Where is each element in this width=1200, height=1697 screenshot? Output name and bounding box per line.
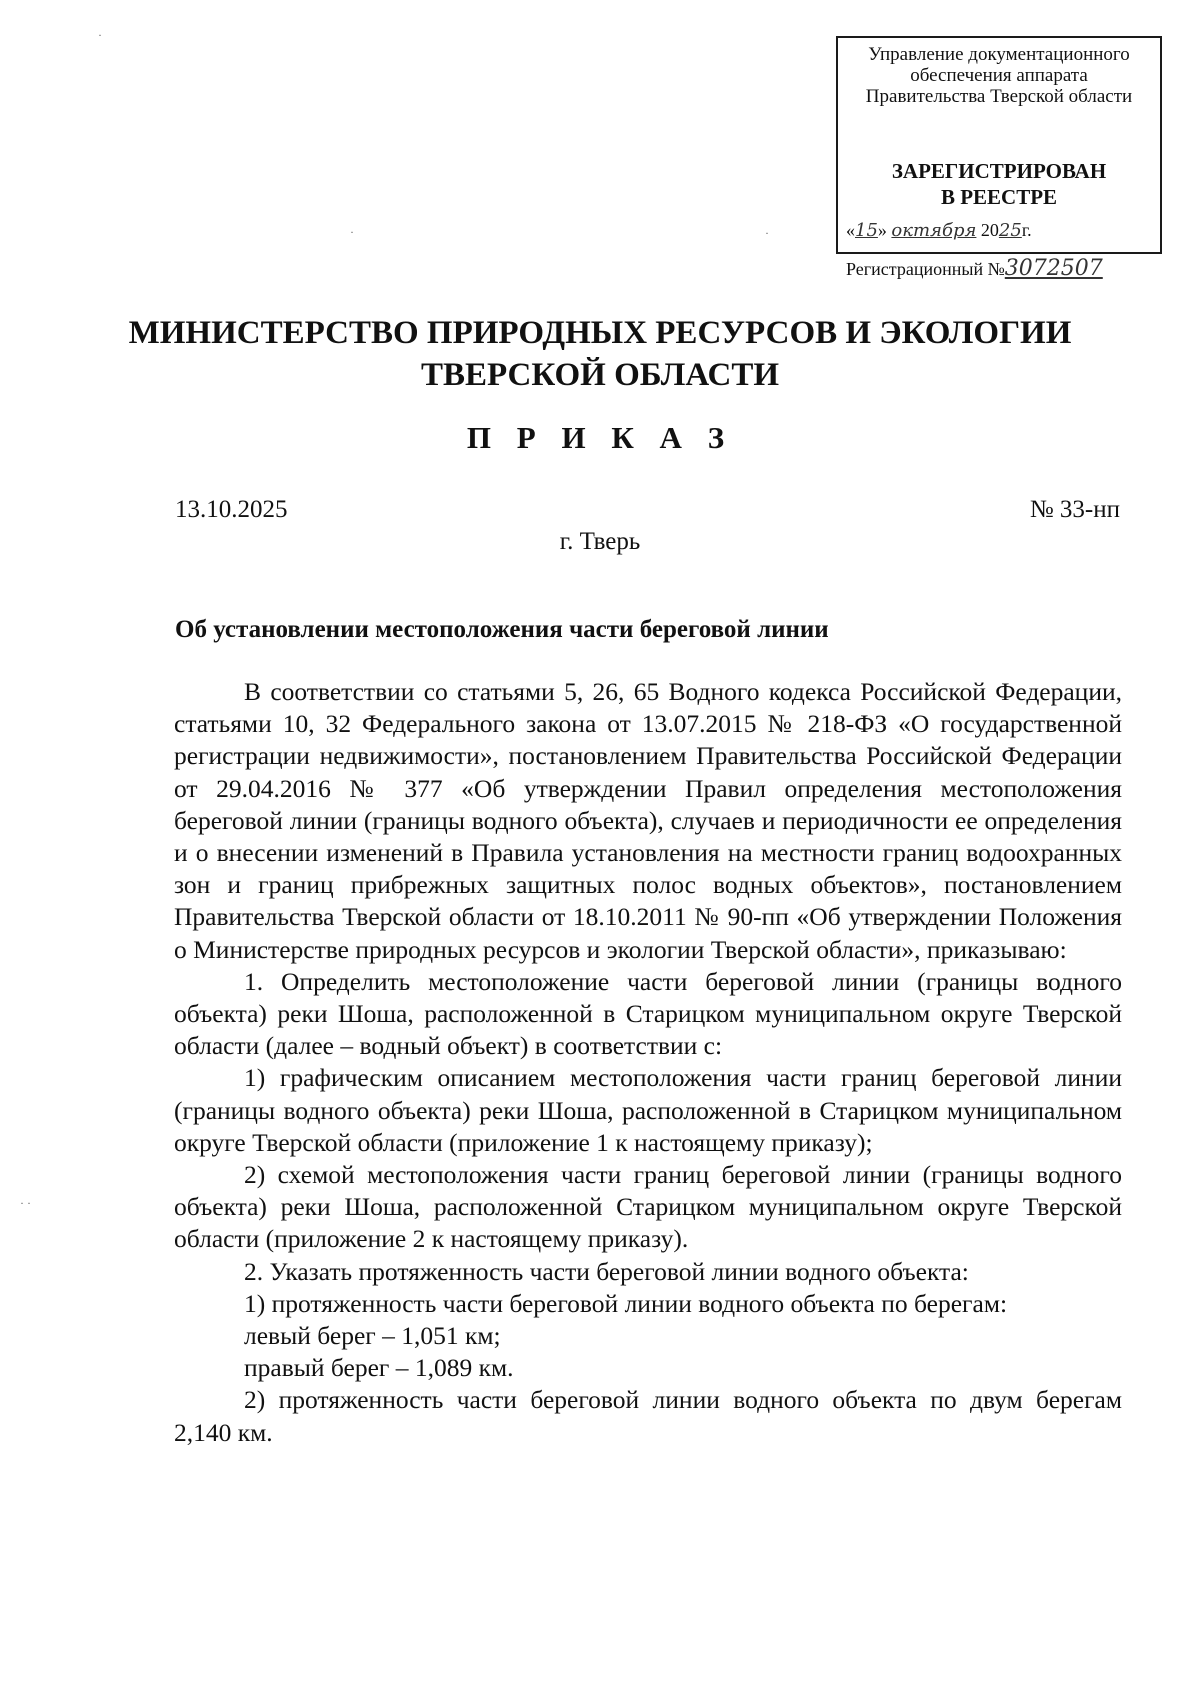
clause-2-paragraph: 2. Указать протяженность части береговой линии водного объекта:: [244, 1256, 969, 1286]
stamp-date-year-prefix: 20: [980, 220, 999, 240]
clause-1-paragraph: 1. Определить местоположение части береговой линии (границы водного объекта) реки Шоша, расположенной в Старицком муниципальном округе Тверской области (далее – водный объект) в соответствии с:: [174, 966, 1122, 1061]
stamp-registration-number: [846, 256, 1152, 281]
scan-speck: ·: [765, 226, 769, 240]
stamp-date-day: 15: [855, 220, 878, 241]
stamp-date-year: 25: [998, 220, 1022, 241]
scan-speck: ·: [98, 28, 102, 42]
order-number: № 33-нп: [1029, 496, 1120, 523]
stamp-date-month: октября: [891, 220, 977, 241]
clause-1-1-paragraph: 1) графическим описанием местоположения части границ береговой линии (границы водного объекта) реки Шоша, расположенной в Старицком муниципальном округе Тверской области (приложение 1 к настоящему приказу);: [174, 1063, 1122, 1157]
left-bank-length: левый берег – 1,051 км;: [244, 1321, 501, 1351]
registration-stamp: [836, 36, 1162, 281]
ministry-name: МИНИСТЕРСТВО ПРИРОДНЫХ РЕСУРСОВ И ЭКОЛОГИИ ТВЕРСКОЙ ОБЛАСТИ: [128, 315, 1072, 393]
clause-1-2-paragraph: 2) схемой местоположения части границ береговой линии (границы водного объекта) реки Шоша, расположенной Старицком муниципальном округе Тверской области (приложение 2 к настоящему приказу).: [174, 1160, 1122, 1254]
stamp-number-label: Регистрационный №: [846, 259, 1005, 279]
order-title: П Р И К А З: [466, 420, 734, 455]
order-city: г. Тверь: [559, 528, 641, 555]
stamp-date-mid: »: [877, 220, 887, 240]
order-date: 13.10.2025: [175, 496, 288, 523]
right-bank-length: правый берег – 1,089 км.: [244, 1353, 514, 1383]
clause-2-1-paragraph: 1) протяженность части береговой линии водного объекта по берегам:: [244, 1288, 1008, 1318]
stamp-number-value: 3072507: [1004, 256, 1103, 281]
order-body: [174, 676, 1122, 1449]
preamble-paragraph: В соответствии со статьями 5, 26, 65 Водного кодекса Российской Федерации, статьями 10, 32 Федерального закона от 13.07.2015 № 218-ФЗ «О государственной регистрации недвижимости», постановлением Правительства Российской Федерации от 29.04.2016 № 377 «Об утверждении Правил определения местоположения береговой линии (границы водного объекта), случаев и периодичности ее определения и о внесении изменений в Правила установления на местности границ водоохранных зон и границ прибрежных защитных полос водных объектов», постановлением Правительства Тверской области от 18.10.2011 № 90-пп «Об утверждении Положения о Министерстве природных ресурсов и экологии Тверской области», приказываю:: [174, 677, 1122, 964]
clause-2-2-paragraph: 2) протяженность части береговой линии водного объекта по двум берегам 2,140 км.: [174, 1385, 1122, 1447]
stamp-date: [846, 220, 1152, 241]
stamp-date-suffix: г.: [1021, 220, 1032, 240]
stamp-date-open: «: [846, 220, 855, 240]
scan-speck: · ·: [20, 1196, 31, 1210]
order-subject: Об установлении местоположения части береговой линии: [175, 616, 829, 643]
scan-speck: ·: [350, 225, 354, 239]
stamp-office-name: Управление документационного обеспечения аппарата Правительства Тверской области: [865, 44, 1133, 107]
stamp-registered-label: ЗАРЕГИСТРИРОВАН В РЕЕСТРЕ: [891, 159, 1107, 209]
